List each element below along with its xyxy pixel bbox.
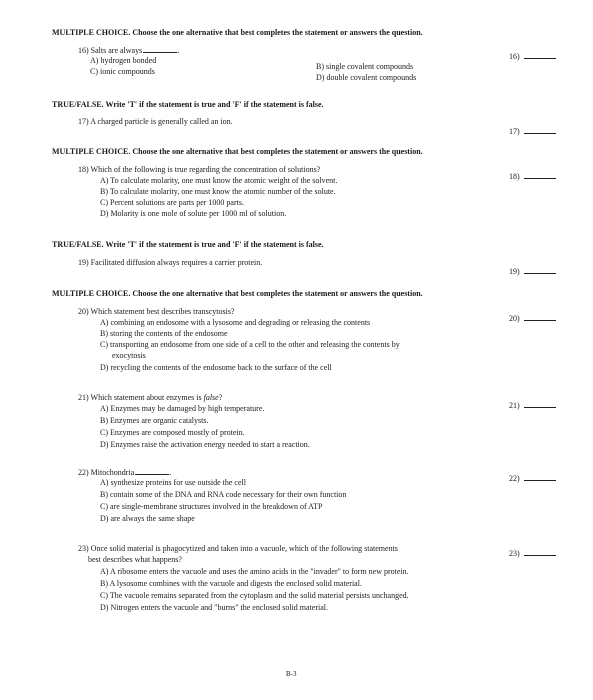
- question-23-option-a[interactable]: A) A ribosome enters the vacuole and uses the amino acids in the "invader" to form new protein.: [100, 567, 409, 576]
- section-header-multiple-choice: MULTIPLE CHOICE. Choose the one alternative that best completes the statement or answers the question.: [52, 28, 423, 37]
- question-21-option-b[interactable]: B) Enzymes are organic catalysts.: [100, 416, 209, 425]
- answer-21-blank[interactable]: [524, 400, 556, 408]
- question-21-option-d[interactable]: D) Enzymes raise the activation energy needed to start a reaction.: [100, 440, 310, 449]
- answer-19-blank[interactable]: [524, 266, 556, 274]
- section-header-multiple-choice: MULTIPLE CHOICE. Choose the one alternative that best completes the statement or answers the question.: [52, 147, 423, 156]
- answer-22-number: 22): [509, 474, 520, 483]
- question-21-punct: ?: [218, 393, 223, 402]
- section-header-multiple-choice: MULTIPLE CHOICE. Choose the one alternative that best completes the statement or answers the question.: [52, 289, 423, 298]
- question-21: [78, 393, 222, 403]
- answer-16-number: 16): [509, 52, 520, 61]
- question-20-option-b[interactable]: B) storing the contents of the endosome: [100, 329, 228, 338]
- question-23-option-d[interactable]: D) Nitrogen enters the vacuole and "burns" the enclosed solid material.: [100, 603, 329, 612]
- question-23-text-line-1: 23) Once solid material is phagocytized and taken into a vacuole, which of the following statements: [78, 544, 398, 553]
- section-header-true-false: TRUE/FALSE. Write 'T' if the statement is true and 'F' if the statement is false.: [52, 100, 324, 109]
- question-21-emphasis: false: [203, 393, 219, 402]
- question-16-inline-blank: [143, 45, 180, 55]
- answer-20: [509, 313, 556, 323]
- answer-18-number: 18): [509, 172, 520, 181]
- question-16-option-b[interactable]: B) single covalent compounds: [316, 62, 414, 71]
- answer-19-number: 19): [509, 267, 520, 276]
- question-18-text: 18) Which of the following is true regarding the concentration of solutions?: [78, 165, 321, 174]
- answer-23-number: 23): [509, 549, 520, 558]
- question-16-text: 16) Salts are always: [78, 46, 143, 55]
- question-16-option-c[interactable]: C) ionic compounds: [90, 67, 155, 76]
- question-20-option-d[interactable]: D) recycling the contents of the endosome back to the surface of the cell: [100, 363, 332, 372]
- question-20-option-c[interactable]: C) transporting an endosome from one side of a cell to the other and releasing the contents by: [100, 340, 400, 349]
- answer-20-blank[interactable]: [524, 313, 556, 321]
- question-22-inline-blank: [135, 467, 172, 477]
- question-22: [78, 467, 171, 478]
- question-18-option-d[interactable]: D) Molarity is one mole of solute per 1000 ml of solution.: [100, 209, 287, 218]
- question-23-option-c[interactable]: C) The vacuole remains separated from the cytoplasm and the solid material persists unchanged.: [100, 591, 409, 600]
- question-21-option-a[interactable]: A) Enzymes may be damaged by high temperature.: [100, 404, 265, 413]
- question-21-text: 21) Which statement about enzymes is: [78, 393, 204, 402]
- section-header-true-false: TRUE/FALSE. Write 'T' if the statement is true and 'F' if the statement is false.: [52, 240, 324, 249]
- question-22-option-a[interactable]: A) synthesize proteins for use outside the cell: [100, 478, 246, 487]
- answer-17-number: 17): [509, 127, 520, 136]
- answer-17-blank[interactable]: [524, 126, 556, 134]
- question-19-text: 19) Facilitated diffusion always requires a carrier protein.: [78, 258, 263, 267]
- answer-23-blank[interactable]: [524, 548, 556, 556]
- question-20-option-c-continued: exocytosis: [112, 351, 146, 360]
- answer-17: [509, 126, 556, 136]
- answer-22-blank[interactable]: [524, 473, 556, 481]
- answer-18-blank[interactable]: [524, 171, 556, 179]
- question-18-option-b[interactable]: B) To calculate molarity, one must know the atomic number of the solute.: [100, 187, 336, 196]
- question-20-option-a[interactable]: A) combining an endosome with a lysosome and degrading or releasing the contents: [100, 318, 371, 327]
- page-number: B-3: [286, 670, 297, 678]
- question-22-option-c[interactable]: C) are single-membrane structures involved in the breakdown of ATP: [100, 502, 323, 511]
- answer-19: [509, 266, 556, 276]
- answer-22: [509, 473, 556, 483]
- question-18-option-c[interactable]: C) Percent solutions are parts per 1000 parts.: [100, 198, 244, 207]
- question-20-text: 20) Which statement best describes transcytosis?: [78, 307, 235, 316]
- answer-21-number: 21): [509, 401, 520, 410]
- question-18-option-a[interactable]: A) To calculate molarity, one must know the atomic weight of the solvent.: [100, 176, 338, 185]
- answer-23: [509, 548, 556, 558]
- question-16: [78, 45, 179, 56]
- question-22-option-d[interactable]: D) are always the same shape: [100, 514, 195, 523]
- question-22-period: .: [169, 468, 172, 477]
- question-17-text: 17) A charged particle is generally called an ion.: [78, 117, 233, 126]
- question-22-text: 22) Mitochondria: [78, 468, 135, 477]
- answer-18: [509, 171, 556, 181]
- question-23-option-b[interactable]: B) A lysosome combines with the vacuole and digests the enclosed solid material.: [100, 579, 362, 588]
- answer-20-number: 20): [509, 314, 520, 323]
- question-23-text-line-2: best describes what happens?: [88, 555, 182, 564]
- question-16-option-a[interactable]: A) hydrogen bonded: [90, 56, 157, 65]
- answer-21: [509, 400, 556, 410]
- answer-16: [509, 51, 556, 61]
- question-16-option-d[interactable]: D) double covalent compounds: [316, 73, 417, 82]
- question-22-option-b[interactable]: B) contain some of the DNA and RNA code necessary for their own function: [100, 490, 347, 499]
- answer-16-blank[interactable]: [524, 51, 556, 59]
- question-21-option-c[interactable]: C) Enzymes are composed mostly of protein.: [100, 428, 245, 437]
- question-16-period: .: [177, 46, 180, 55]
